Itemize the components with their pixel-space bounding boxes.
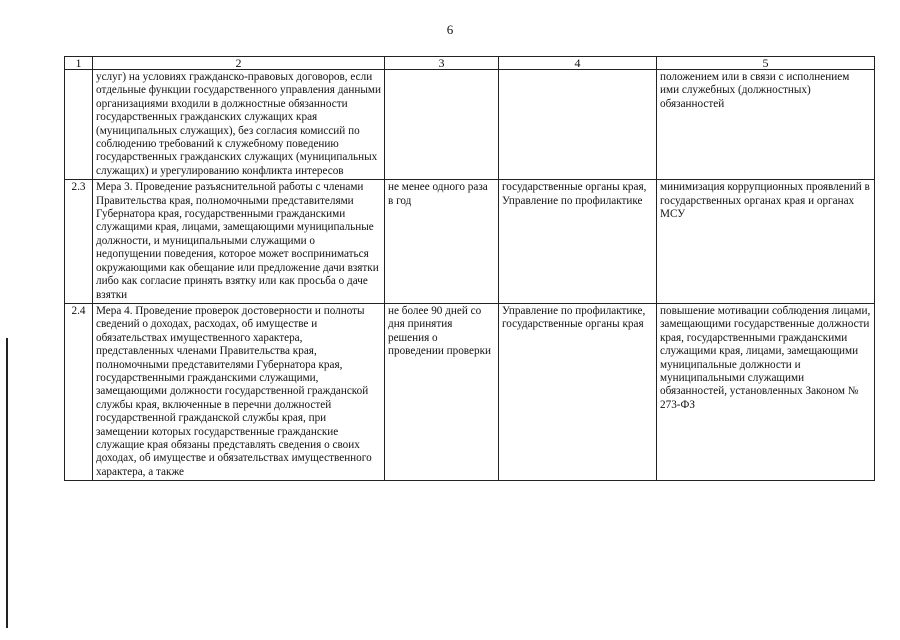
row-number [65,70,93,180]
executors-cell: государственные органы края, Управление по профилактике [499,180,657,304]
row-number: 2.3 [65,180,93,304]
column-header: 4 [499,57,657,70]
measures-table [64,56,875,481]
scan-margin-line [6,338,8,628]
table-header-row [65,57,875,70]
executors-cell: Управление по профилактике, государственные органы края [499,303,657,480]
table-row [65,180,875,304]
measure-cell: Мера 3. Проведение разъяснительной работы с членами Правительства края, полномочными представителями Губернатора края, государственными гражданскими служащими края, лицами, замещающими муниципальные должности, и муниципальными служащими о недопущении поведения, которое может восприниматься окружающими как обещание или предложение дачи взятки либо как согласие принять взятку или как просьба о даче взятки [93,180,385,304]
column-header: 2 [93,57,385,70]
row-number: 2.4 [65,303,93,480]
column-header: 5 [657,57,875,70]
deadline-cell: не более 90 дней со дня принятия решения о проведении проверки [385,303,499,480]
result-cell: повышение мотивации соблюдения лицами, замещающими государственные должности края, государственными гражданскими служащими края, лицами, замещающими муниципальные должности и муниципальными служащими обязанностей, установленных Законом № 273-ФЗ [657,303,875,480]
result-cell: положением или в связи с исполнением ими служебных (должностных) обязанностей [657,70,875,180]
table-row [65,303,875,480]
executors-cell [499,70,657,180]
column-header: 1 [65,57,93,70]
measure-cell: услуг) на условиях гражданско-правовых договоров, если отдельные функции государственного управления данными организациями входили в должностные обязанности государственных гражданских служащих края (муниципальных служащих), без согласия комиссий по соблюдению требований к служебному поведению государственных гражданских служащих (муниципальных служащих) и урегулированию конфликта интересов [93,70,385,180]
column-header: 3 [385,57,499,70]
result-cell: минимизация коррупционных проявлений в государственных органах края и органах МСУ [657,180,875,304]
deadline-cell: не менее одного раза в год [385,180,499,304]
table-row [65,70,875,180]
deadline-cell [385,70,499,180]
page-number: 6 [446,22,454,37]
measure-cell: Мера 4. Проведение проверок достоверности и полноты сведений о доходах, расходах, об имуществе и обязательствах имущественного характера, представленных членами Правительства края, полномочными представителями Губернатора края, государственными гражданскими служащими, замещающими должности государственной гражданской службы края, включенные в перечни должностей государственной гражданской службы края, при замещении которых государственные гражданские служащие края обязаны представлять сведения о своих доходах, об имуществе и обязательствах имущественного характера, а также [93,303,385,480]
